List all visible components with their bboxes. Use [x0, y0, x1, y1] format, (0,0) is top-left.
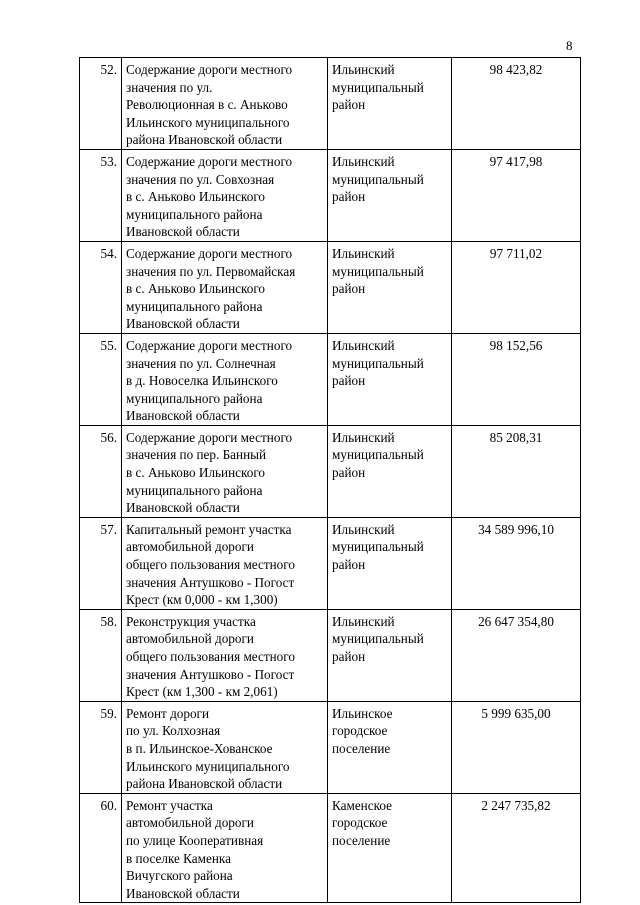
amount: 98 152,56 [452, 333, 581, 425]
table-row [80, 609, 581, 701]
work-description: Содержание дороги местного значения по ул. Совхозная в с. Аньково Ильинского муниципального района Ивановской области [122, 149, 328, 241]
amount: 98 423,82 [452, 58, 581, 150]
municipality: Ильинский муниципальный район [328, 517, 452, 609]
municipality: Ильинское городское поселение [328, 701, 452, 793]
work-description: Содержание дороги местного значения по пер. Банный в с. Аньково Ильинского муниципального района Ивановской области [122, 425, 328, 517]
table-row [80, 149, 581, 241]
row-number: 52. [80, 58, 122, 150]
row-number: 55. [80, 333, 122, 425]
amount: 2 247 735,82 [452, 793, 581, 903]
row-number: 60. [80, 793, 122, 903]
amount: 97 417,98 [452, 149, 581, 241]
page-number: 8 [566, 38, 573, 53]
municipality: Ильинский муниципальный район [328, 425, 452, 517]
municipality: Ильинский муниципальный район [328, 333, 452, 425]
amount: 85 208,31 [452, 425, 581, 517]
work-description: Содержание дороги местного значения по ул. Первомайская в с. Аньково Ильинского муниципального района Ивановской области [122, 241, 328, 333]
municipality: Ильинский муниципальный район [328, 149, 452, 241]
table-row [80, 425, 581, 517]
work-description: Ремонт участка автомобильной дороги по улице Кооперативная в поселке Каменка Вичугского района Ивановской области [122, 793, 328, 903]
work-description: Реконструкция участка автомобильной дороги общего пользования местного значения Антушково - Погост Крест (км 1,300 - км 2,061) [122, 609, 328, 701]
table-row [80, 701, 581, 793]
table-row [80, 58, 581, 150]
municipality: Ильинский муниципальный район [328, 609, 452, 701]
municipality: Каменское городское поселение [328, 793, 452, 903]
row-number: 54. [80, 241, 122, 333]
table-row [80, 333, 581, 425]
row-number: 58. [80, 609, 122, 701]
municipality: Ильинский муниципальный район [328, 241, 452, 333]
work-description: Капитальный ремонт участка автомобильной дороги общего пользования местного значения Антушково - Погост Крест (км 0,000 - км 1,300) [122, 517, 328, 609]
row-number: 56. [80, 425, 122, 517]
amount: 97 711,02 [452, 241, 581, 333]
work-description: Содержание дороги местного значения по ул. Солнечная в д. Новоселка Ильинского муниципального района Ивановской области [122, 333, 328, 425]
road-works-table [79, 57, 581, 903]
row-number: 53. [80, 149, 122, 241]
amount: 5 999 635,00 [452, 701, 581, 793]
work-description: Содержание дороги местного значения по ул. Революционная в с. Аньково Ильинского муниципального района Ивановской области [122, 58, 328, 150]
row-number: 57. [80, 517, 122, 609]
row-number: 59. [80, 701, 122, 793]
table-row [80, 241, 581, 333]
municipality: Ильинский муниципальный район [328, 58, 452, 150]
table-row [80, 793, 581, 903]
work-description: Ремонт дороги по ул. Колхозная в п. Ильинское-Хованское Ильинского муниципального района Ивановской области [122, 701, 328, 793]
amount: 34 589 996,10 [452, 517, 581, 609]
amount: 26 647 354,80 [452, 609, 581, 701]
table-row [80, 517, 581, 609]
